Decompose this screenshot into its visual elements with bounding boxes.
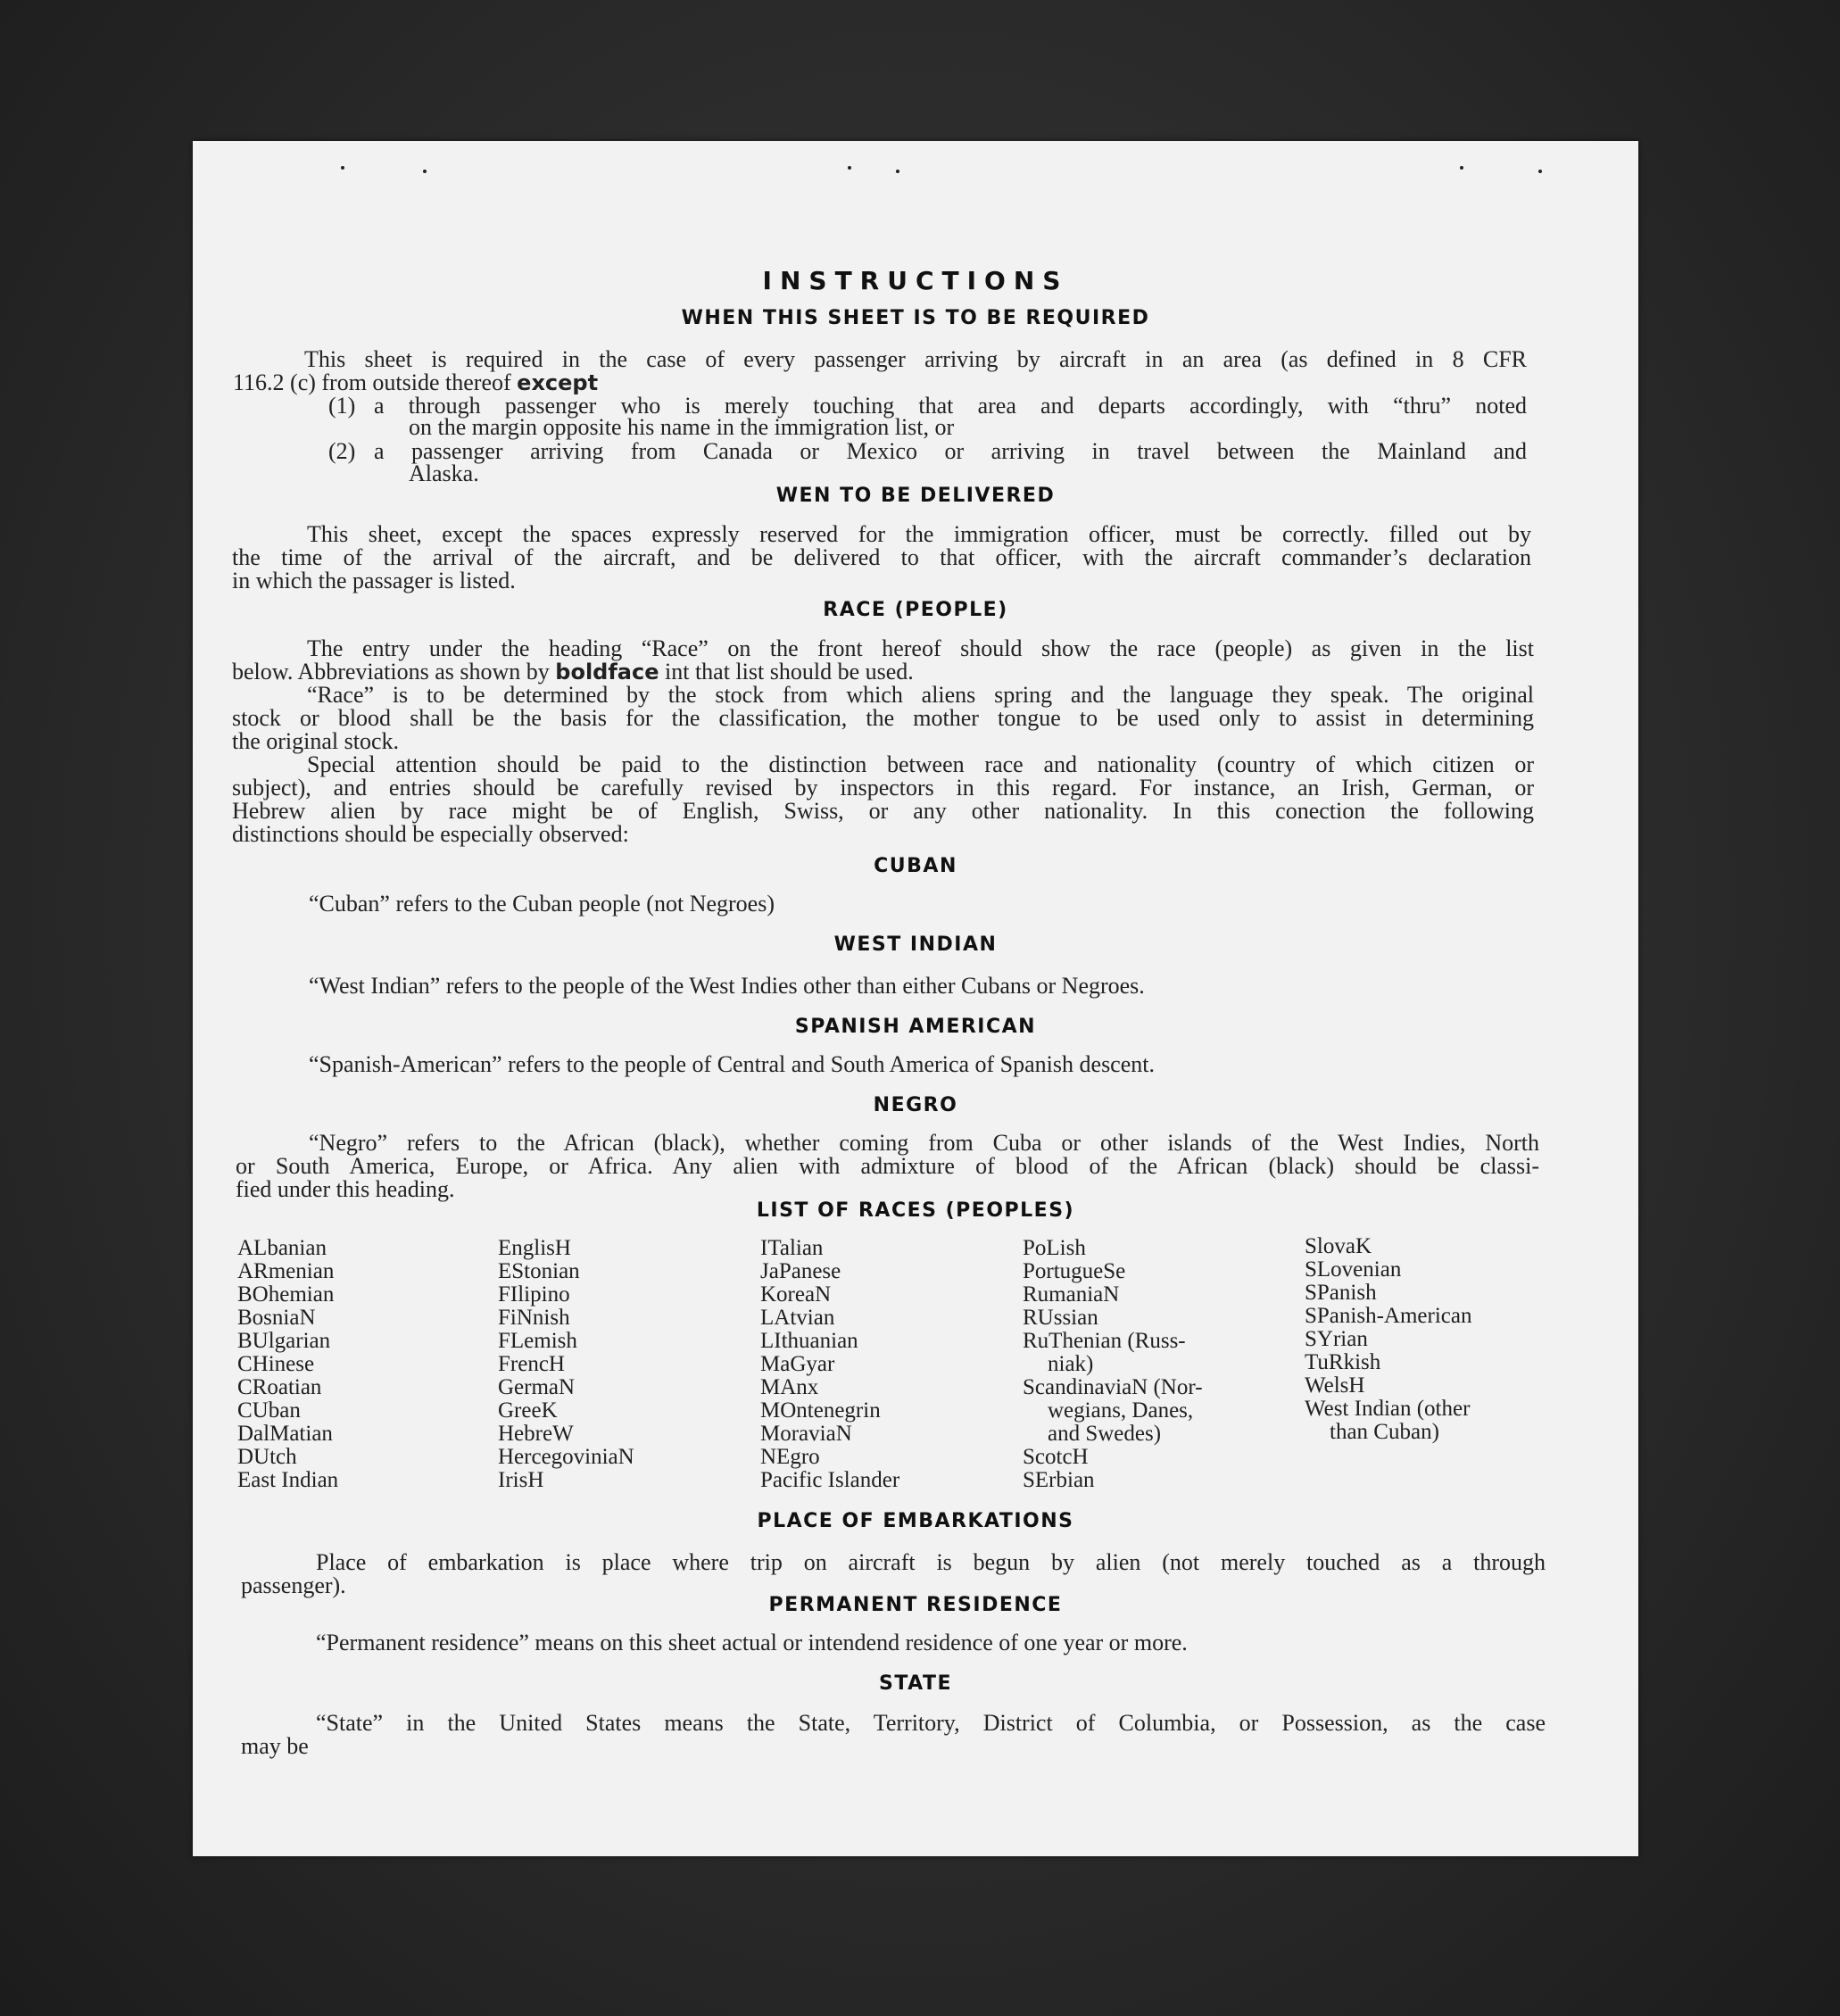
race-p1-line-1: The entry under the heading “Race” on the front hereof should show the race (people) as given in the list (307, 635, 1534, 661)
race-item: BosniaN (237, 1306, 316, 1330)
item-2-line-1: a passenger arriving from Canada or Mexico or arriving in travel between the Mainland and (374, 438, 1527, 464)
race-item: SPanish (1305, 1281, 1377, 1305)
race-item: MoraviaN (760, 1422, 852, 1446)
spanish-american-text: “Spanish-American” refers to the people of Central and South America of Spanish descent. (309, 1051, 1155, 1077)
item-2-number: (2) (328, 438, 356, 464)
race-item: HebreW (498, 1422, 574, 1446)
embarkation-line-1: Place of embarkation is place where trip on aircraft is begun by alien (not merely touched as a through (316, 1549, 1546, 1575)
heading-west-indian: WEST INDIAN (833, 933, 998, 956)
race-item: BOhemian (237, 1282, 335, 1307)
race-item: EnglisH (498, 1236, 571, 1260)
race-item: ALbanian (237, 1236, 327, 1260)
race-p1-line-2: below. Abbreviations as shown by boldface int that list should be used. (232, 659, 914, 684)
heading-when-delivered: WEN TO BE DELIVERED (775, 485, 1056, 507)
embarkation-line-2: passenger). (241, 1572, 346, 1598)
heading-cuban: CUBAN (874, 855, 957, 877)
west-indian-text: “West Indian” refers to the people of the West Indies other than either Cubans or Negroes. (309, 973, 1145, 999)
negro-line-2: or South America, Europe, or Africa. Any alien with admixture of blood of the African (black) should be classi- (236, 1153, 1539, 1179)
race-item: RumaniaN (1023, 1282, 1120, 1307)
race-item: ScotcH (1023, 1445, 1089, 1469)
race-item: MAnx (760, 1375, 819, 1399)
heading-negro: NEGRO (873, 1094, 958, 1116)
item-1-number: (1) (328, 393, 356, 419)
race-item: CHinese (237, 1352, 315, 1376)
races-column-1 (237, 1237, 338, 1492)
race-item: FrencH (498, 1352, 565, 1376)
heading-when-required: WHEN THIS SHEET IS TO BE REQUIRED (681, 307, 1150, 329)
required-line-2: 116.2 (c) from outside thereof except (233, 369, 599, 395)
race-item: GermaN (498, 1375, 576, 1399)
item-1-line-1: a through passenger who is merely touching that area and departs accordingly, with “thru” noted (374, 393, 1527, 419)
required-line-1: This sheet is required in the case of every passenger arriving by aircraft in an area (as defined in 8 CFR (304, 346, 1527, 372)
race-p3-line-3: Hebrew alien by race might be of English, Swiss, or any other nationality. In this conection the following (232, 798, 1534, 824)
item-1-line-2: on the margin opposite his name in the immigration list, or (409, 414, 955, 440)
delivered-line-3: in which the passager is listed. (232, 568, 516, 593)
residence-text: “Permanent residence” means on this sheet actual or intendend residence of one year or more. (316, 1630, 1188, 1655)
race-p3-line-2: subject), and entries should be carefully revised by inspectors in this regard. For instance, an Irish, German, or (232, 775, 1534, 801)
race-item: FLemish (498, 1329, 577, 1353)
race-item: and Swedes) (1048, 1422, 1162, 1446)
heading-race: RACE (PEOPLE) (823, 599, 1008, 621)
race-item: SErbian (1023, 1468, 1095, 1492)
heading-state: STATE (879, 1672, 952, 1695)
race-item: TuRkish (1305, 1350, 1381, 1374)
race-item: WelsH (1305, 1373, 1365, 1398)
paper-speck (848, 166, 851, 170)
race-item: ScandinaviaN (Nor- (1023, 1375, 1203, 1399)
race-item: Pacific Islander (760, 1468, 900, 1492)
race-item: SYrian (1305, 1327, 1368, 1351)
races-column-5 (1305, 1235, 1471, 1444)
race-p2-line-1: “Race” is to be determined by the stock from which aliens spring and the language they speak. The original (307, 682, 1534, 708)
race-item: SPanish-American (1305, 1304, 1472, 1328)
races-column-2 (498, 1237, 634, 1492)
race-item: niak) (1048, 1352, 1094, 1376)
race-item: East Indian (237, 1468, 339, 1492)
negro-line-3: fied under this heading. (236, 1176, 455, 1202)
instruction-sheet (193, 141, 1638, 1856)
race-item: PortugueSe (1023, 1259, 1126, 1283)
boldface-emphasis: boldface (555, 660, 659, 684)
race-item: MaGyar (760, 1352, 835, 1376)
race-p3-line-4: distinctions should be especially observed: (232, 821, 629, 847)
race-item: EStonian (498, 1259, 580, 1283)
paper-speck (896, 170, 899, 173)
race-item: LIthuanian (760, 1329, 858, 1353)
race-p2-line-3: the original stock. (232, 728, 400, 754)
paper-speck (341, 166, 344, 170)
race-item: DalMatian (237, 1422, 333, 1446)
race-item: LAtvian (760, 1306, 835, 1330)
negro-line-1: “Negro” refers to the African (black), whether coming from Cuba or other islands of the West Indies, North (309, 1130, 1539, 1156)
race-item: FIlipino (498, 1282, 570, 1307)
race-item: CRoatian (237, 1375, 322, 1399)
race-item: RuThenian (Russ- (1023, 1329, 1186, 1353)
race-item: PoLish (1023, 1236, 1086, 1260)
race-item: BUlgarian (237, 1329, 331, 1353)
race-item: than Cuban) (1330, 1420, 1439, 1444)
paper-speck (1538, 170, 1542, 173)
race-item: DUtch (237, 1445, 297, 1469)
delivered-line-1: This sheet, except the spaces expressly reserved for the immigration officer, must be correctly. filled out by (307, 521, 1531, 547)
except-emphasis: except (517, 370, 599, 395)
race-item: West Indian (other (1305, 1397, 1471, 1421)
heading-list-of-races: LIST OF RACES (PEOPLES) (756, 1199, 1075, 1222)
cuban-text: “Cuban” refers to the Cuban people (not Negroes) (309, 891, 775, 917)
race-item: FiNnish (498, 1306, 570, 1330)
race-item: MOntenegrin (760, 1398, 881, 1423)
state-line-1: “State” in the United States means the State, Territory, District of Columbia, or Possession, as the case (316, 1710, 1546, 1736)
race-p2-line-2: stock or blood shall be the basis for the classification, the mother tongue to be used only to assist in determining (232, 705, 1534, 731)
race-item: SlovaK (1305, 1234, 1372, 1258)
race-item: NEgro (760, 1445, 820, 1469)
page-title: INSTRUCTIONS (762, 266, 1069, 295)
race-item: IrisH (498, 1468, 544, 1492)
race-item: wegians, Danes, (1048, 1398, 1194, 1423)
races-column-4 (1023, 1237, 1203, 1492)
race-item: HercegoviniaN (498, 1445, 634, 1469)
race-item: ITalian (760, 1236, 824, 1260)
delivered-line-2: the time of the arrival of the aircraft, and be delivered to that officer, with the aircraft commander’s declaration (232, 544, 1531, 570)
heading-permanent-residence: PERMANENT RESIDENCE (768, 1594, 1063, 1616)
races-column-3 (760, 1237, 899, 1492)
paper-speck (423, 170, 427, 173)
race-item: ARmenian (237, 1259, 335, 1283)
race-item: JaPanese (760, 1259, 841, 1283)
race-p3-line-1: Special attention should be paid to the distinction between race and nationality (country of which citizen or (307, 751, 1534, 777)
heading-place-of-embarkations: PLACE OF EMBARKATIONS (757, 1510, 1074, 1532)
race-item: SLovenian (1305, 1257, 1402, 1282)
state-line-2: may be (241, 1733, 309, 1759)
race-item: RUssian (1023, 1306, 1098, 1330)
race-item: CUban (237, 1398, 301, 1423)
race-item: GreeK (498, 1398, 558, 1423)
race-item: KoreaN (760, 1282, 832, 1307)
paper-speck (1460, 166, 1463, 170)
item-2-line-2: Alaska. (409, 460, 479, 486)
heading-spanish-american: SPANISH AMERICAN (794, 1016, 1037, 1038)
